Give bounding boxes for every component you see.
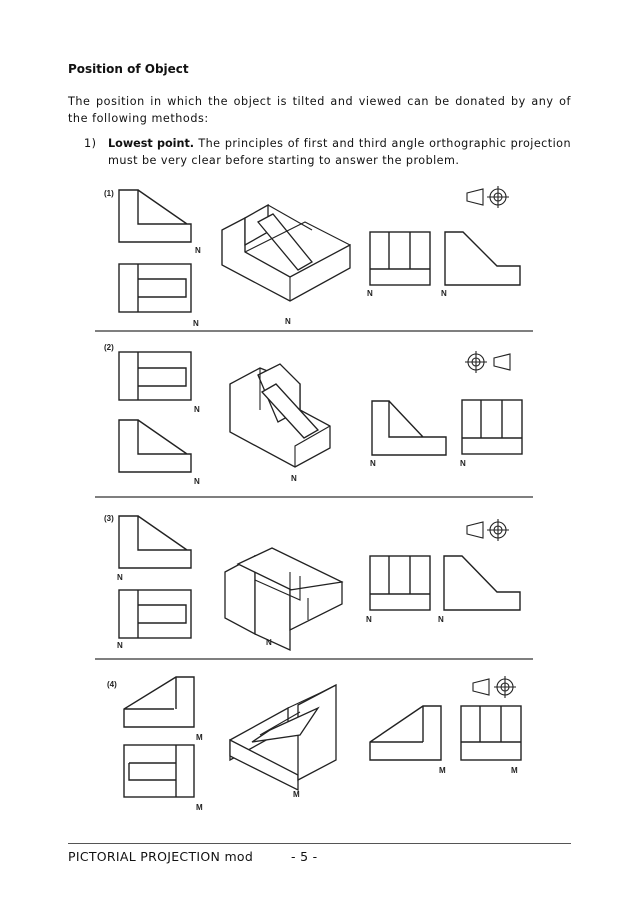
- intro-paragraph: The position in which the object is tilted and viewed can be donated by any of the following methods:: [68, 95, 571, 125]
- view-label: N: [370, 459, 376, 468]
- view-side-2: [461, 706, 521, 760]
- example-3: [104, 514, 520, 650]
- section-heading: Position of Object: [68, 62, 189, 76]
- view-side-2: [462, 400, 522, 454]
- view-side-1: [370, 556, 430, 610]
- view-label: N: [117, 573, 123, 582]
- view-top: [119, 352, 191, 400]
- list-term: Lowest point.: [108, 137, 195, 150]
- view-label: N: [460, 459, 466, 468]
- projection-symbol-icon: [467, 186, 509, 208]
- view-label: M: [511, 766, 518, 775]
- view-front: [119, 190, 191, 242]
- projection-symbol-icon: [467, 519, 509, 541]
- view-front: [119, 420, 191, 472]
- view-label: M: [196, 733, 203, 742]
- view-label: N: [194, 405, 200, 414]
- view-label: M: [196, 803, 203, 812]
- footer-title: PICTORIAL PROJECTION mod: [68, 849, 254, 864]
- isometric-view: [222, 205, 350, 301]
- view-label: M: [293, 790, 300, 799]
- view-front: [124, 677, 194, 727]
- view-label: N: [266, 638, 272, 647]
- example-label: (3): [104, 514, 114, 523]
- view-side-2: [444, 556, 520, 610]
- projection-symbol-icon: [473, 676, 516, 698]
- list-number: 1): [84, 137, 97, 150]
- list-text: The principles of first and third angle orthographic projection must be very clear before starting to answer the problem.: [108, 137, 571, 167]
- view-label: N: [193, 319, 199, 328]
- example-label: (2): [104, 343, 114, 352]
- example-4: [107, 676, 521, 812]
- isometric-view: [225, 548, 342, 650]
- view-top: [119, 264, 191, 312]
- example-label: (1): [104, 189, 114, 198]
- view-side-1: [370, 232, 430, 285]
- isometric-view: [230, 364, 330, 467]
- example-label: (4): [107, 680, 117, 689]
- view-label: N: [195, 246, 201, 255]
- view-label: N: [366, 615, 372, 624]
- example-2: [104, 343, 522, 486]
- view-label: N: [438, 615, 444, 624]
- view-top: [124, 745, 194, 797]
- view-side-2: [445, 232, 520, 285]
- view-side-1: [370, 706, 441, 760]
- view-front: [119, 516, 191, 568]
- footer-rule: [68, 843, 571, 844]
- projection-symbol-icon: [465, 351, 510, 373]
- example-1: [104, 186, 520, 328]
- view-side-1: [372, 401, 446, 455]
- view-top: [119, 590, 191, 638]
- page-footer: [68, 849, 318, 864]
- view-label: N: [194, 477, 200, 486]
- view-label: N: [441, 289, 447, 298]
- view-label: N: [285, 317, 291, 326]
- view-label: N: [367, 289, 373, 298]
- view-label: M: [439, 766, 446, 775]
- view-label: N: [117, 641, 123, 650]
- view-label: N: [291, 474, 297, 483]
- page-number: - 5 -: [291, 849, 318, 864]
- isometric-view: [230, 685, 336, 790]
